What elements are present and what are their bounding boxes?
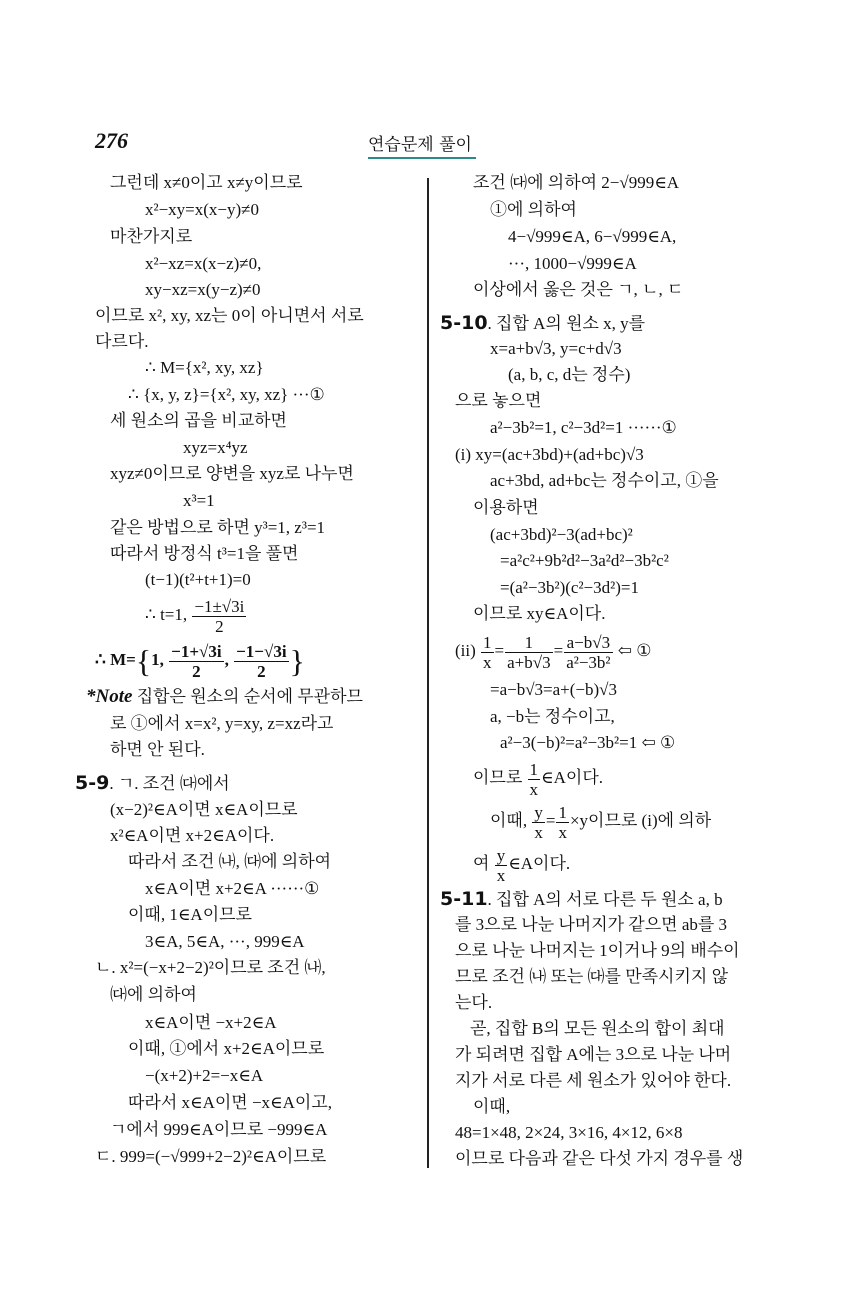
- problem-5-11-heading: [440, 887, 723, 911]
- denominator: x: [529, 779, 539, 799]
- text: 집합은 원소의 순서에 무관하므: [132, 687, 363, 706]
- text-line: 는다.: [455, 993, 493, 1012]
- equation-line: [455, 630, 652, 672]
- text: . 집합 A의 원소 x, y를: [487, 314, 646, 333]
- problem-5-9-heading: [75, 771, 230, 795]
- text-line: 따라서 x∈A이면 −x∈A이고,: [128, 1093, 333, 1112]
- text-line: 하면 안 된다.: [110, 740, 205, 759]
- text-line: 이때,: [473, 1097, 511, 1116]
- numerator: −1−√3i: [236, 641, 287, 661]
- text-line: ①에 의하여: [490, 200, 577, 219]
- text: . ㄱ. 조건 ㈐에서: [109, 774, 230, 793]
- denominator: x: [496, 865, 506, 885]
- fraction: [556, 803, 569, 842]
- text-line: 으로 놓으면: [455, 391, 542, 410]
- fraction: [481, 633, 494, 672]
- text-line: (x−2)²∈A이면 x∈A이므로: [110, 800, 298, 819]
- fraction: [192, 597, 246, 636]
- numerator: −1+√3i: [171, 641, 222, 661]
- text: ×y이므로 (i)에 의하: [569, 811, 712, 830]
- equation-line: −(x+2)+2=−x∈A: [145, 1066, 264, 1085]
- text: 이때,: [490, 811, 532, 830]
- equation-line: x²−xy=x(x−y)≠0: [145, 200, 260, 219]
- denominator: a+b√3: [507, 652, 551, 672]
- result-equation: [95, 639, 305, 681]
- page-number: 276: [95, 128, 128, 153]
- text-line: 이때, ①에서 x+2∈A이므로: [128, 1039, 325, 1058]
- text-line: 지가 서로 다른 세 원소가 있어야 한다.: [455, 1071, 732, 1090]
- equation-line: ∴ M={x², xy, xz}: [145, 358, 264, 377]
- numerator: y: [496, 845, 506, 865]
- equation-line: x∈A이면 −x+2∈A: [145, 1013, 277, 1032]
- equation-line: =(a²−3b²)(c²−3d²)=1: [500, 578, 639, 597]
- problem-number: 5-11: [440, 888, 488, 910]
- denominator: 2: [257, 661, 266, 681]
- equation-line: x²−xz=x(x−z)≠0,: [145, 254, 262, 273]
- denominator: a²−3b²: [566, 652, 611, 672]
- text-line: (a, b, c, d는 정수): [508, 365, 631, 384]
- numerator: 1: [505, 633, 552, 653]
- text-line: 곧, 집합 B의 모든 원소의 합이 최대: [470, 1019, 725, 1038]
- text-line: 으로 나눈 나머지는 1이거나 9의 배수이: [455, 941, 740, 960]
- denominator: 2: [215, 616, 224, 636]
- fraction: [528, 760, 541, 799]
- equation-line: xy−xz=x(y−z)≠0: [145, 280, 261, 299]
- numerator: 1: [529, 759, 539, 779]
- fraction: [564, 633, 612, 672]
- fraction: [169, 642, 223, 681]
- equation-line: 3∈A, 5∈A, ···, 999∈A: [145, 932, 305, 951]
- equation-line: =a²c²+9b²d²−3a²d²−3b²c²: [500, 551, 669, 570]
- equation-text: ∴ M=: [95, 650, 136, 669]
- column-divider: [427, 178, 429, 1168]
- running-title: 연습문제 풀이: [368, 130, 476, 159]
- equation-line: (t−1)(t²+t+1)=0: [145, 570, 251, 589]
- equation-line: [145, 594, 247, 636]
- problem-5-10-heading: [440, 311, 645, 335]
- equation-line: a²−3b²=1, c²−3d²=1 ······①: [490, 418, 677, 437]
- equation-text: ∴ t=1,: [145, 605, 192, 624]
- equation-line: x∈A이면 x+2∈A ······①: [145, 879, 320, 898]
- equation-line: =a−b√3=a+(−b)√3: [490, 680, 618, 699]
- text-line: 이므로 다음과 같은 다섯 가지 경우를 생: [455, 1149, 744, 1168]
- text-line: 로 ①에서 x=x², y=xy, z=xz라고: [110, 714, 334, 733]
- equation-line: x³=1: [183, 491, 215, 510]
- text-line: 같은 방법으로 하면 y³=1, z³=1: [110, 518, 326, 537]
- text-line: 따라서 조건 ㈏, ㈐에 의하여: [128, 852, 332, 871]
- numerator: −1±√3i: [194, 596, 245, 616]
- text: ∈A이다.: [541, 768, 603, 787]
- numerator: 1: [483, 632, 492, 652]
- text-line: 이므로 xy∈A이다.: [473, 604, 606, 623]
- equation-line: 4−√999∈A, 6−√999∈A,: [508, 227, 677, 246]
- text-line: 가 되려면 집합 A에는 3으로 나눈 나머: [455, 1045, 732, 1064]
- text: ∈A이다.: [508, 854, 571, 873]
- text-line: 이때, 1∈A이므로: [128, 905, 252, 924]
- left-brace: {: [135, 643, 152, 680]
- problem-number: 5-10: [440, 312, 488, 334]
- text-line: 를 3으로 나눈 나머지가 같으면 ab를 3: [455, 915, 728, 934]
- case-label: (ii): [455, 641, 481, 660]
- fraction: [505, 633, 552, 672]
- text-line: [490, 800, 711, 842]
- equals: =: [553, 641, 564, 660]
- equation-line: 48=1×48, 2×24, 3×16, 4×12, 6×8: [455, 1123, 683, 1142]
- numerator: a−b√3: [564, 633, 612, 653]
- text-line: 조건 ㈐에 의하여 2−√999∈A: [473, 173, 680, 192]
- fraction: [495, 846, 508, 885]
- equation-line: a²−3(−b)²=a²−3b²=1 ⇦ ①: [500, 733, 676, 752]
- note-line: [86, 685, 363, 709]
- equation-line: (i) xy=(ac+3bd)+(ad+bc)√3: [455, 445, 644, 464]
- fraction: [234, 642, 288, 681]
- text-line: ㄱ에서 999∈A이므로 −999∈A: [110, 1120, 328, 1139]
- equation-line: x=a+b√3, y=c+d√3: [490, 339, 622, 358]
- right-brace: }: [289, 643, 305, 680]
- text-line: ㄷ. 999=(−√999+2−2)²∈A이므로: [95, 1147, 327, 1166]
- equation-line: (ac+3bd)²−3(ad+bc)²: [490, 525, 633, 544]
- reference-arrow: ⇦ ①: [613, 641, 652, 660]
- text-line: 다르다.: [95, 332, 149, 351]
- equation-text: ,: [224, 650, 234, 669]
- text-line: [473, 843, 570, 885]
- denominator: x: [558, 822, 567, 842]
- text-line: 이므로 x², xy, xz는 0이 아니면서 서로: [95, 306, 364, 325]
- denominator: x: [534, 822, 543, 842]
- equation-line: xyz=x⁴yz: [183, 438, 248, 457]
- text-line: a, −b는 정수이고,: [490, 707, 615, 726]
- text-line: 이상에서 옳은 것은 ㄱ, ㄴ, ㄷ: [473, 280, 684, 299]
- denominator: 2: [192, 661, 201, 681]
- denominator: x: [483, 652, 492, 672]
- numerator: y: [534, 802, 543, 822]
- text-line: ㄴ. x²=(−x+2−2)²이므로 조건 ㈏,: [95, 958, 326, 977]
- equals: =: [545, 811, 556, 830]
- text-line: ac+3bd, ad+bc는 정수이고, ①을: [490, 471, 719, 490]
- text: . 집합 A의 서로 다른 두 원소 a, b: [487, 890, 723, 909]
- equation-text: 1,: [151, 650, 169, 669]
- text-line: 이용하면: [473, 498, 539, 517]
- text-line: 그런데 x≠0이고 x≠y이므로: [110, 173, 303, 192]
- fraction: [532, 803, 545, 842]
- numerator: 1: [558, 802, 567, 822]
- text-line: 므로 조건 ㈏ 또는 ㈐를 만족시키지 않: [455, 967, 728, 986]
- equation-line: ∴ {x, y, z}={x², xy, xz} ···①: [128, 385, 325, 404]
- problem-number: 5-9: [75, 772, 110, 794]
- text-line: 세 원소의 곱을 비교하면: [110, 411, 287, 430]
- equation-line: ···, 1000−√999∈A: [508, 254, 637, 273]
- text: 여: [473, 854, 494, 873]
- text-line: 마찬가지로: [110, 227, 193, 246]
- text-line: [473, 757, 603, 799]
- text: 이므로: [473, 768, 527, 787]
- text-line: ㈐에 의하여: [110, 985, 197, 1004]
- equals: =: [494, 641, 505, 660]
- text-line: xyz≠0이므로 양변을 xyz로 나누면: [110, 464, 354, 483]
- text-line: 따라서 방정식 t³=1을 풀면: [110, 544, 299, 563]
- text-line: x²∈A이면 x+2∈A이다.: [110, 826, 275, 845]
- note-label: *Note: [86, 686, 133, 707]
